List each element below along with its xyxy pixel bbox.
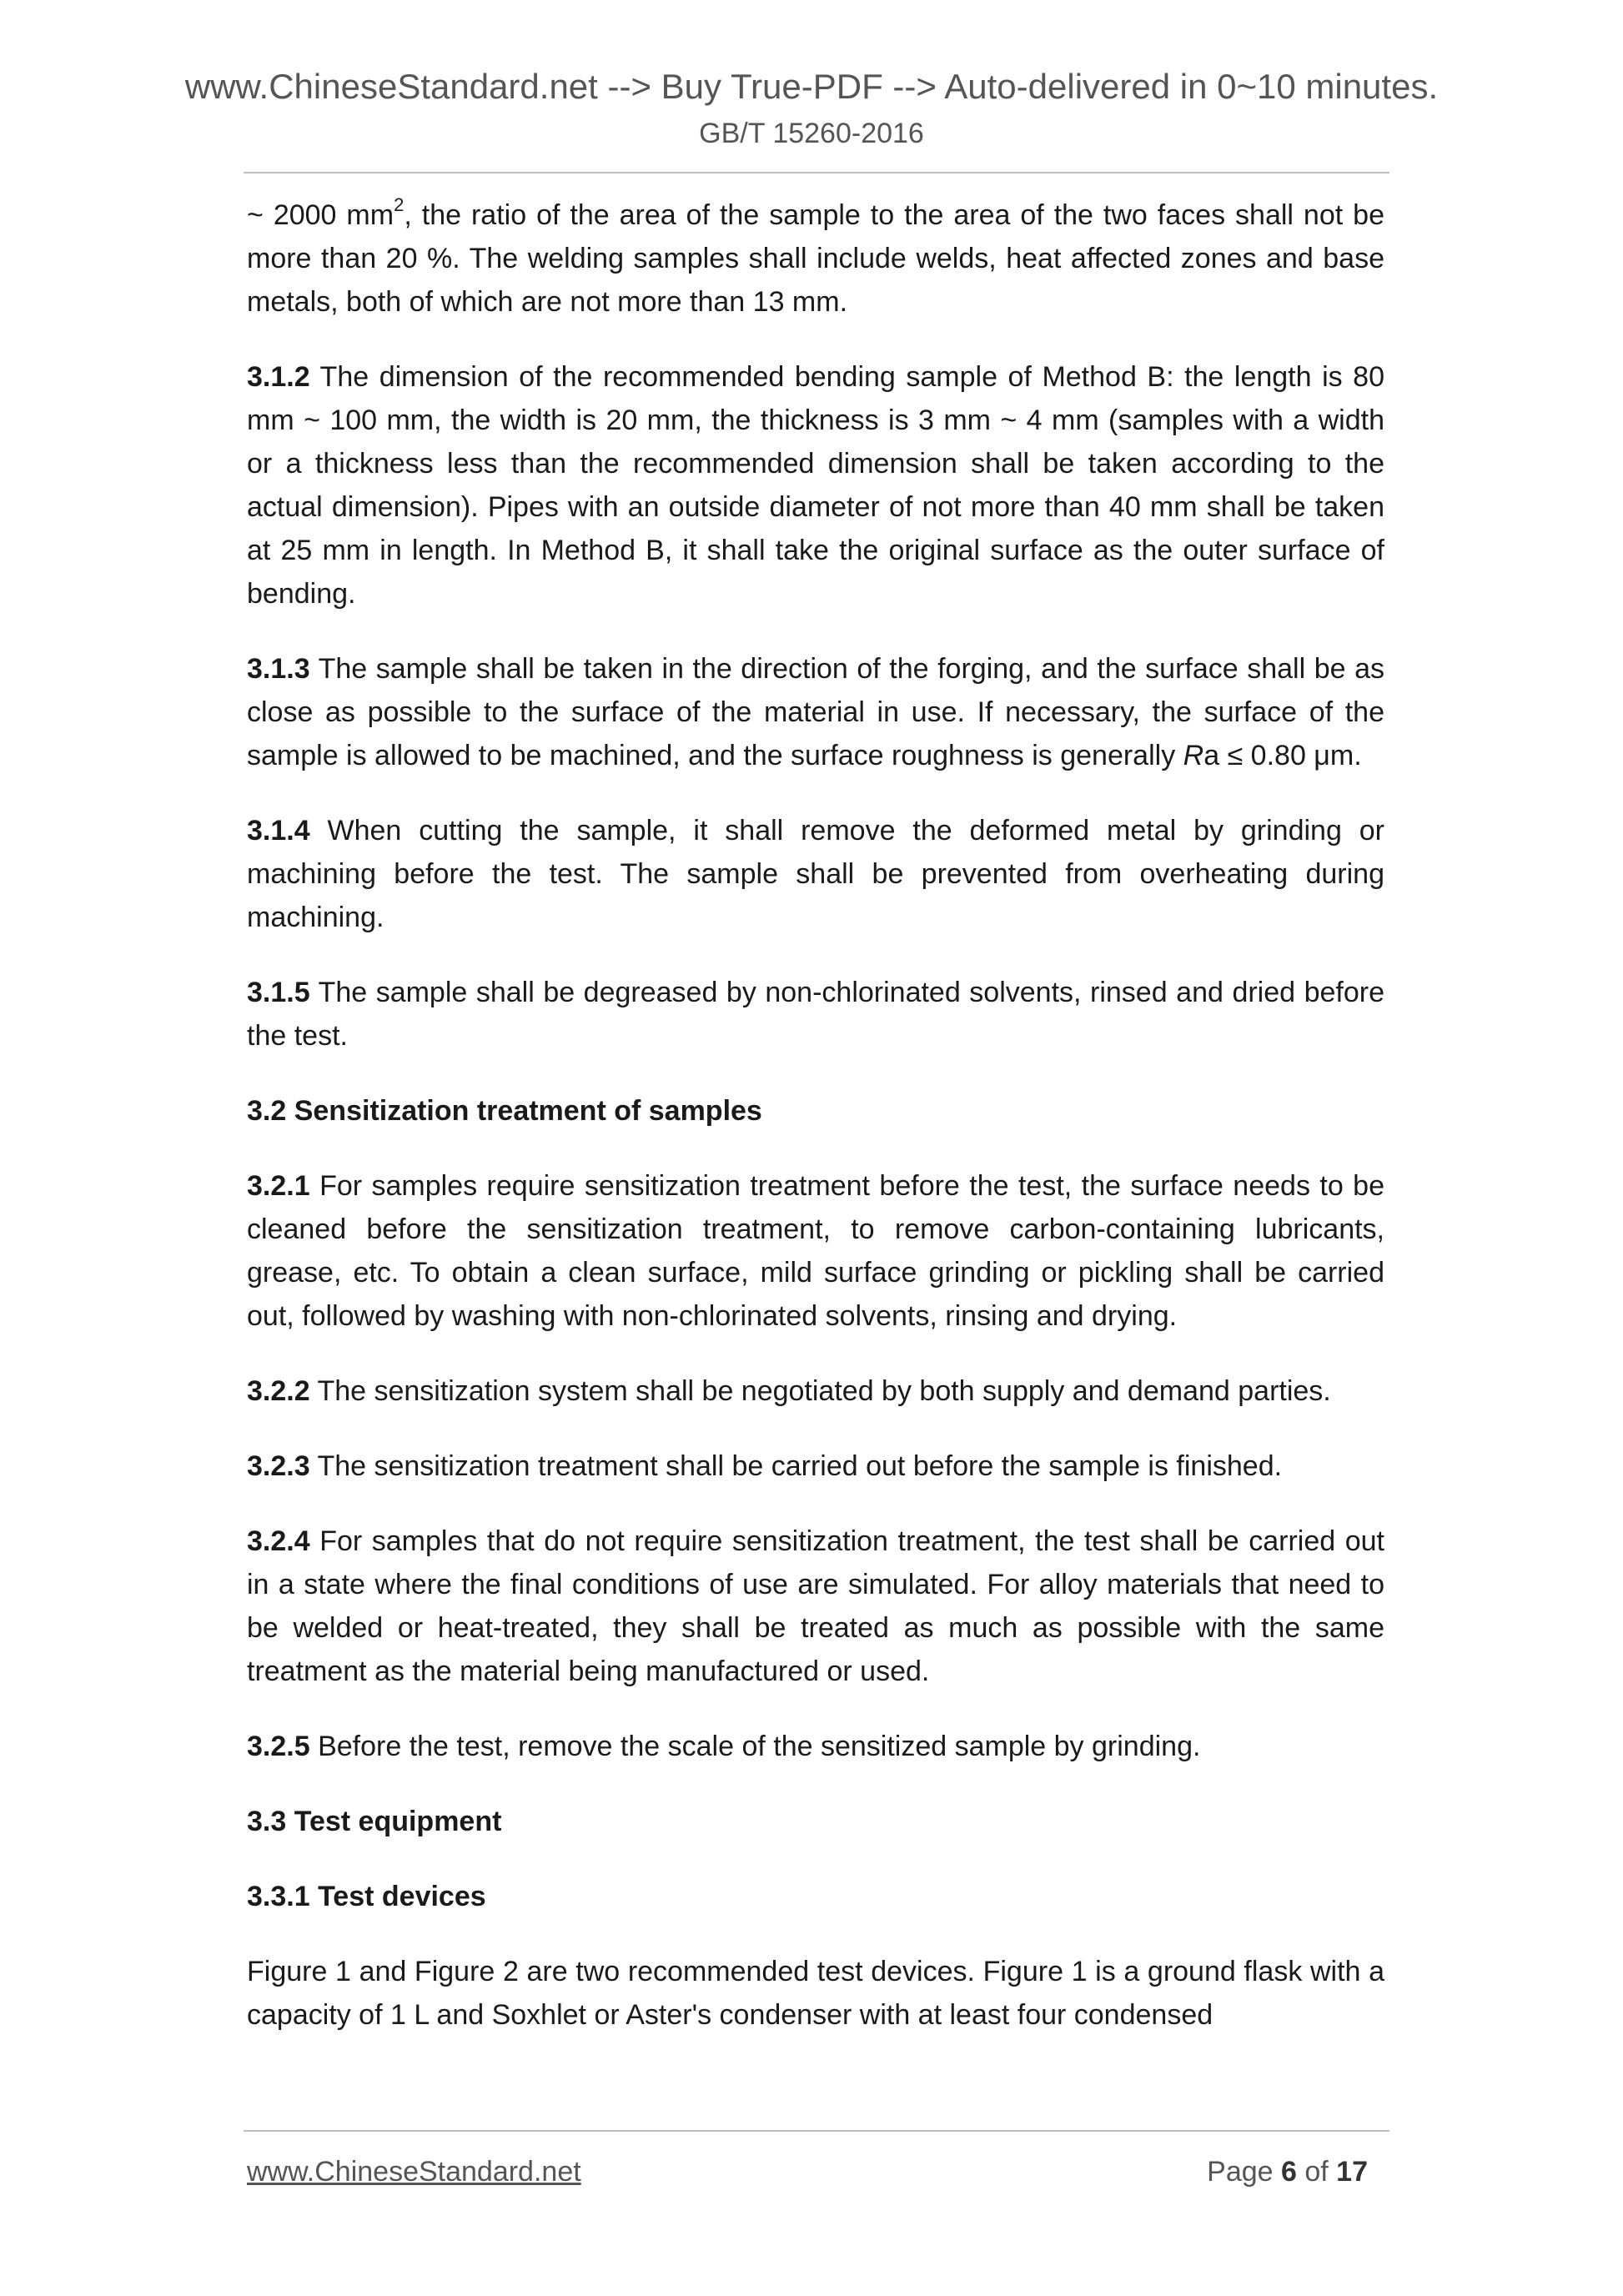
clause-3-2-3: 3.2.3 The sensitization treatment shall be carried out before the sample is finished. [247, 1450, 1283, 1482]
clause-3-2-5: 3.2.5 Before the test, remove the scale of the sensitized sample by grinding. [247, 1731, 1201, 1762]
clause-number: 3.1.3 [247, 653, 310, 685]
clause-3-1-5: 3.1.5 The sample shall be degreased by non-chlorinated solvents, rinsed and dried before the test. [247, 977, 1384, 1052]
paragraph-continuation: ~ 2000 $mm^2$, the ratio of the area of the sample to the area of the two faces shall not be more than 20 %. The welding samples shall include welds, heat affected zones and base metals, both of which are not more than 13 mm. [247, 193, 1384, 318]
clause-3-2-1: 3.2.1 For samples require sensitization treatment before the test, the surface needs to be cleaned before the sensitization treatment, to remove carbon-containing lubricants, grease, etc. To obtain a clean surface, mild surface grinding or pickling shall be carried out, followed by washing with non-chlorinated solvents, rinsing and drying. [247, 1170, 1384, 1332]
header-banner[interactable]: www.ChineseStandard.net --> Buy True-PDF --> Auto-delivered in 0~10 minutes. [184, 67, 1439, 106]
clause-number: 3.1.4 [247, 815, 310, 847]
clause-3-1-3: 3.1.3 The sample shall be taken in the direction of the forging, and the surface shall be as close as possible to the surface of the material in use. If necessary, the surface of the sample is allowed to be machined, and the surface roughness is generally Ra ≤ 0.80 μm. [247, 653, 1384, 771]
page-indicator: Page 6 of 17 [1207, 2156, 1368, 2188]
current-page: 6 [1281, 2156, 1297, 2188]
clause-number: 3.2.1 [247, 1170, 310, 1202]
clause-number: 3.1.5 [247, 977, 310, 1008]
section-heading-3-3-1: 3.3.1 Test devices [247, 1881, 486, 1912]
clause-number: 3.1.2 [247, 361, 310, 393]
total-pages: 17 [1336, 2156, 1368, 2188]
clause-number: 3.2.3 [247, 1450, 310, 1482]
clause-3-2-2: 3.2.2 The sensitization system shall be negotiated by both supply and demand parties. [247, 1375, 1331, 1407]
paragraph-test-devices: Figure 1 and Figure 2 are two recommended test devices. Figure 1 is a ground flask with a capacity of 1 L and Soxhlet or Aster's condenser with at least four condensed [247, 1956, 1384, 2031]
section-heading-3-3: 3.3 Test equipment [247, 1806, 502, 1837]
page-header [0, 65, 1623, 152]
clause-number: 3.2.2 [247, 1375, 310, 1407]
footer-divider [244, 2130, 1389, 2132]
header-divider [244, 172, 1389, 173]
clause-3-2-4: 3.2.4 For samples that do not require sensitization treatment, the test shall be carried out in a state where the final conditions of use are simulated. For alloy materials that need to be welded or heat-treated, they shall be treated as much as possible with the same treatment as the material being manufactured or used. [247, 1525, 1384, 1687]
superscript: 2 [394, 193, 404, 215]
section-heading-3-2: 3.2 Sensitization treatment of samples [247, 1095, 762, 1127]
clause-3-1-4: 3.1.4 When cutting the sample, it shall remove the deformed metal by grinding or machining before the test. The sample shall be prevented from overheating during machining. [247, 815, 1384, 933]
clause-number: 3.2.5 [247, 1731, 310, 1762]
footer-website-link[interactable]: www.ChineseStandard.net [247, 2156, 581, 2188]
standard-number: GB/T 15260-2016 [699, 118, 924, 149]
clause-number: 3.2.4 [247, 1525, 310, 1557]
document-body [247, 193, 1384, 2037]
page-footer [247, 2147, 1384, 2197]
clause-3-1-2: 3.1.2 The dimension of the recommended bending sample of Method B: the length is 80 mm ~ 100 mm, the width is 20 mm, the thickness is 3 mm ~ 4 mm (samples with a width or a thickness less than the recommended dimension shall be taken according to the actual dimension). Pipes with an outside diameter of not more than 40 mm shall be taken at 25 mm in length. In Method B, it shall take the original surface as the outer surface of bending. [247, 361, 1384, 610]
